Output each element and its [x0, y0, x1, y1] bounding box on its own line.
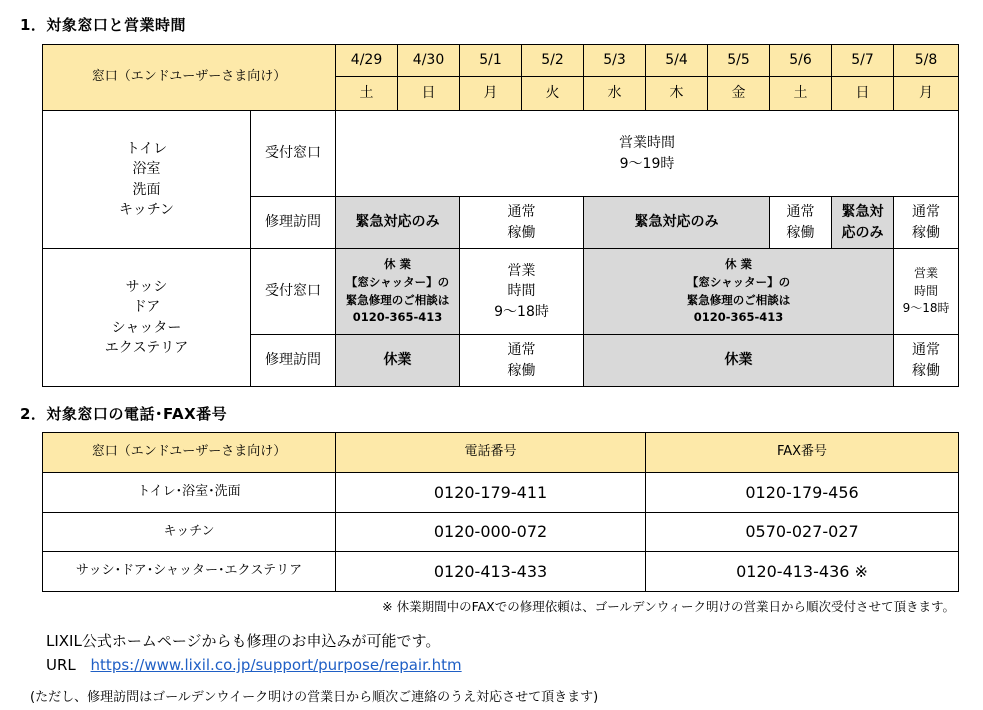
weekday-cell: 月 [894, 77, 959, 111]
footer-url-line [46, 656, 462, 674]
group-b-closed-notice: 休 業 【窓シャッター】の 緊急修理のご相談は 0120-365-413 [584, 249, 894, 335]
group-a-visit-label: 修理訪問 [251, 197, 336, 249]
group-a-emergency-only-split: 緊急対 応のみ [832, 197, 894, 249]
table-row [43, 552, 959, 592]
group-a-reception-label: 受付窓口 [251, 111, 336, 197]
weekday-cell: 土 [770, 77, 832, 111]
table-row [43, 513, 959, 552]
fax-note: ※ 休業期間中のFAXでの修理依頼は、ゴールデンウィーク明けの営業日から順次受付させて頂きます。 [382, 599, 955, 614]
contact-name: トイレ･浴室･洗面 [43, 473, 336, 513]
contact-name: キッチン [43, 513, 336, 552]
weekday-cell: 金 [708, 77, 770, 111]
group-b-open-hours: 営業 時間 9～18時 [894, 249, 959, 335]
contact-fax: 0120-179-456 [646, 473, 959, 513]
weekday-cell: 水 [584, 77, 646, 111]
group-b-closed-notice: 休 業 【窓シャッター】の 緊急修理のご相談は 0120-365-413 [336, 249, 460, 335]
group-b-closed: 休業 [584, 335, 894, 387]
contact-header-phone: 電話番号 [336, 433, 646, 473]
group-a-normal-op: 通常 稼働 [460, 197, 584, 249]
contact-name: サッシ･ドア･シャッター･エクステリア [43, 552, 336, 592]
date-cell: 5/6 [770, 45, 832, 77]
contact-phone: 0120-179-411 [336, 473, 646, 513]
repair-url-link[interactable]: https://www.lixil.co.jp/support/purpose/repair.htm [90, 656, 462, 674]
weekday-cell: 土 [336, 77, 398, 111]
section1-heading: 1．対象窓口と営業時間 [20, 16, 186, 34]
section2-heading: 2．対象窓口の電話･FAX番号 [20, 405, 228, 423]
footer-line1: LIXIL公式ホームページからも修理のお申込みが可能です。 [46, 632, 441, 650]
date-cell: 5/5 [708, 45, 770, 77]
group-a-reception-hours: 営業時間 9～19時 [336, 111, 959, 197]
date-cell: 5/8 [894, 45, 959, 77]
group-b-label: サッシ ドア シャッター エクステリア [43, 249, 251, 387]
group-b-visit-label: 修理訪問 [251, 335, 336, 387]
group-b-open-hours: 営業 時間 9～18時 [460, 249, 584, 335]
date-cell: 5/1 [460, 45, 522, 77]
contact-header-fax: FAX番号 [646, 433, 959, 473]
group-a-normal-op: 通常 稼働 [894, 197, 959, 249]
date-cell: 4/29 [336, 45, 398, 77]
group-b-normal-op: 通常 稼働 [460, 335, 584, 387]
group-a-emergency-only: 緊急対応のみ [336, 197, 460, 249]
footer-line3: (ただし、修理訪問はゴールデンウイーク明けの営業日から順次ご連絡のうえ対応させて頂きます) [30, 690, 599, 705]
weekday-cell: 火 [522, 77, 584, 111]
contact-header-window: 窓口（エンドユーザーさま向け） [43, 433, 336, 473]
group-b-reception-label: 受付窓口 [251, 249, 336, 335]
contact-phone: 0120-000-072 [336, 513, 646, 552]
date-cell: 5/7 [832, 45, 894, 77]
group-a-normal-op: 通常 稼働 [770, 197, 832, 249]
date-cell: 5/3 [584, 45, 646, 77]
contact-fax: 0120-413-436 ※ [646, 552, 959, 592]
weekday-cell: 木 [646, 77, 708, 111]
date-cell: 4/30 [398, 45, 460, 77]
weekday-cell: 日 [398, 77, 460, 111]
date-cell: 5/4 [646, 45, 708, 77]
contact-fax: 0570-027-027 [646, 513, 959, 552]
group-a-label: トイレ 浴室 洗面 キッチン [43, 111, 251, 249]
schedule-table [42, 44, 959, 387]
group-b-closed: 休業 [336, 335, 460, 387]
schedule-header-label: 窓口（エンドユーザーさま向け） [43, 45, 336, 111]
table-row [43, 473, 959, 513]
weekday-cell: 日 [832, 77, 894, 111]
weekday-cell: 月 [460, 77, 522, 111]
url-label: URL [46, 656, 76, 674]
group-a-emergency-only: 緊急対応のみ [584, 197, 770, 249]
contact-table [42, 432, 959, 592]
date-cell: 5/2 [522, 45, 584, 77]
contact-phone: 0120-413-433 [336, 552, 646, 592]
group-b-normal-op: 通常 稼働 [894, 335, 959, 387]
